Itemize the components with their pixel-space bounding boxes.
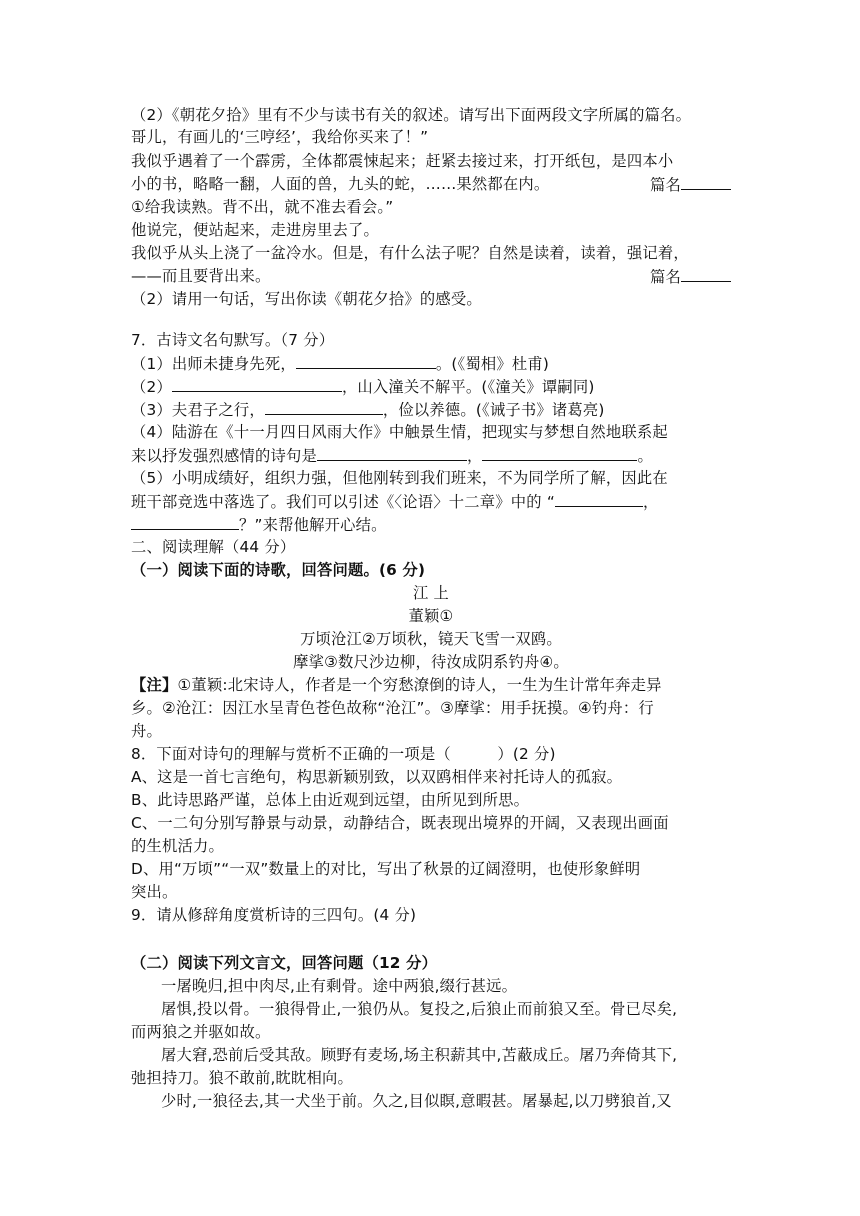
q7-item5-line2: 班干部竞选中落选了。我们可以引述《〈论语〉十二章》中的 “ ， xyxy=(131,490,731,513)
q7-item5-line3: ？”来帮他解开心结。 xyxy=(131,513,731,536)
q6-passage1-line2: 我似乎遇着了一个霹雳，全体都震悚起来；赶紧去接过来，打开纸包，是四本小 xyxy=(131,152,674,170)
answer-blank[interactable] xyxy=(131,513,239,530)
answer-blank[interactable] xyxy=(555,490,643,507)
q6-passage2-line2: 他说完，便站起来，走进房里去了。 xyxy=(131,221,379,239)
poem-note-line1: 【注】①董颖:北宋诗人，作者是一个穷愁潦倒的诗人，一生为生计常年奔走异 xyxy=(131,676,662,694)
q6-2-feeling: （2）请用一句话，写出你读《朝花夕拾》的感受。 xyxy=(131,290,482,308)
answer-blank[interactable] xyxy=(172,375,342,392)
q6-2-intro: （2）《朝花夕拾》里有不少与读书有关的叙述。请写出下面两段文字所属的篇名。 xyxy=(131,106,692,124)
wolf-para4-line1: 少时,一狼径去,其一犬坐于前。久之,目似瞑,意暇甚。屠暴起,以刀劈狼首,又 xyxy=(161,1092,672,1110)
answer-blank[interactable] xyxy=(681,173,731,190)
wolf-para2-line1: 屠惧,投以骨。一狼得骨止,一狼仍从。复投之,后狼止而前狼又至。骨已尽矣, xyxy=(161,1000,678,1018)
q8-option-b: B、此诗思路严谨，总体上由近观到远望，由所见到所思。 xyxy=(131,791,530,809)
wolf-para3-line1: 屠大窘,恐前后受其敌。顾野有麦场,场主积薪其中,苫蔽成丘。屠乃奔倚其下, xyxy=(161,1046,678,1064)
q7-item2: （2） ，山入潼关不解平。(《潼关》谭嗣同) xyxy=(131,375,731,398)
q6-title-blank-2[interactable]: 篇名 xyxy=(650,265,731,287)
poem-title: 江 上 xyxy=(412,584,450,602)
answer-blank[interactable] xyxy=(482,444,637,461)
poem-note-line3: 舟。 xyxy=(131,722,162,740)
q8-option-c-line2: 的生机活力。 xyxy=(131,837,224,855)
q7-item1: （1）出师未捷身先死， 。(《蜀相》杜甫) xyxy=(131,352,731,375)
q7-heading: 7．古诗文名句默写。（7 分） xyxy=(131,331,335,349)
q7-item4-line1: （4）陆游在《十一月四日风雨大作》中触景生情，把现实与梦想自然地联系起 xyxy=(131,423,668,441)
answer-blank[interactable] xyxy=(317,444,467,461)
q6-passage2-line4-text: ——而且要背出来。 xyxy=(131,267,271,285)
q7-item5-line1: （5）小明成绩好，组织力强，但他刚转到我们班来，不为同学所了解，因此在 xyxy=(131,469,668,487)
wolf-para2-line2: 而两狼之并驱如故。 xyxy=(131,1023,271,1041)
q9-stem: 9．请从修辞角度赏析诗的三四句。(4 分) xyxy=(131,906,417,924)
poem-note-line2: 乡。②沧江：因江水呈青色苍色故称“沧江”。③摩挲：用手抚摸。④钓舟：行 xyxy=(131,699,654,717)
q6-passage1-line3 xyxy=(131,173,731,195)
answer-blank[interactable] xyxy=(681,265,731,282)
q8-option-c-line1: C、一二句分别写静景与动景，动静结合，既表现出境界的开阔，又表现出画面 xyxy=(131,814,669,832)
q6-title-blank-1[interactable]: 篇名 xyxy=(650,173,731,195)
q6-passage1-line3-text: 小的书，略略一翻，人面的兽，九头的蛇，……果然都在内。 xyxy=(131,175,550,193)
answer-blank[interactable] xyxy=(296,352,436,369)
poem-author: 董颖① xyxy=(408,607,454,625)
q6-passage2-line1: ①给我读熟。背不出，就不准去看会。” xyxy=(131,198,394,216)
section-2-heading: 二、阅读理解（44 分） xyxy=(131,538,296,556)
part-2-heading: （二）阅读下列文言文，回答问题（12 分） xyxy=(131,954,438,972)
poem-line-1: 万顷沧江②万顷秋，镜天飞雪一双鸥。 xyxy=(300,630,562,648)
q8-option-a: A、这是一首七言绝句，构思新颖别致，以双鸥相伴来衬托诗人的孤寂。 xyxy=(131,768,623,786)
q6-passage2-line4 xyxy=(131,265,731,287)
q8-option-d-line1: D、用“万顷”“一双”数量上的对比，写出了秋景的辽阔澄明，也使形象鲜明 xyxy=(131,860,641,878)
q7-item4-line2: 来以抒发强烈感情的诗句是 ， 。 xyxy=(131,444,731,467)
q8-option-d-line2: 突出。 xyxy=(131,883,178,901)
wolf-para3-line2: 弛担持刀。狼不敢前,眈眈相向。 xyxy=(131,1069,354,1087)
q7-item3: （3）夫君子之行， ，俭以养德。(《诫子书》诸葛亮) xyxy=(131,398,731,421)
q6-passage2-line3: 我似乎从头上浇了一盆冷水。但是，有什么法子呢？自然是读着，读着，强记着， xyxy=(131,244,689,262)
q8-stem: 8．下面对诗句的理解与赏析不正确的一项是（ ）(2 分) xyxy=(131,745,556,763)
q6-passage1-line1: 哥儿，有画儿的‘三哼经’，我给你买来了！” xyxy=(131,128,429,146)
part-1-heading: （一）阅读下面的诗歌，回答问题。(6 分) xyxy=(131,561,426,579)
answer-blank[interactable] xyxy=(265,398,383,415)
poem-line-2: 摩挲③数尺沙边柳，待汝成阴系钓舟④。 xyxy=(293,653,569,671)
wolf-para1: 一屠晚归,担中肉尽,止有剩骨。途中两狼,缀行甚远。 xyxy=(161,977,518,995)
